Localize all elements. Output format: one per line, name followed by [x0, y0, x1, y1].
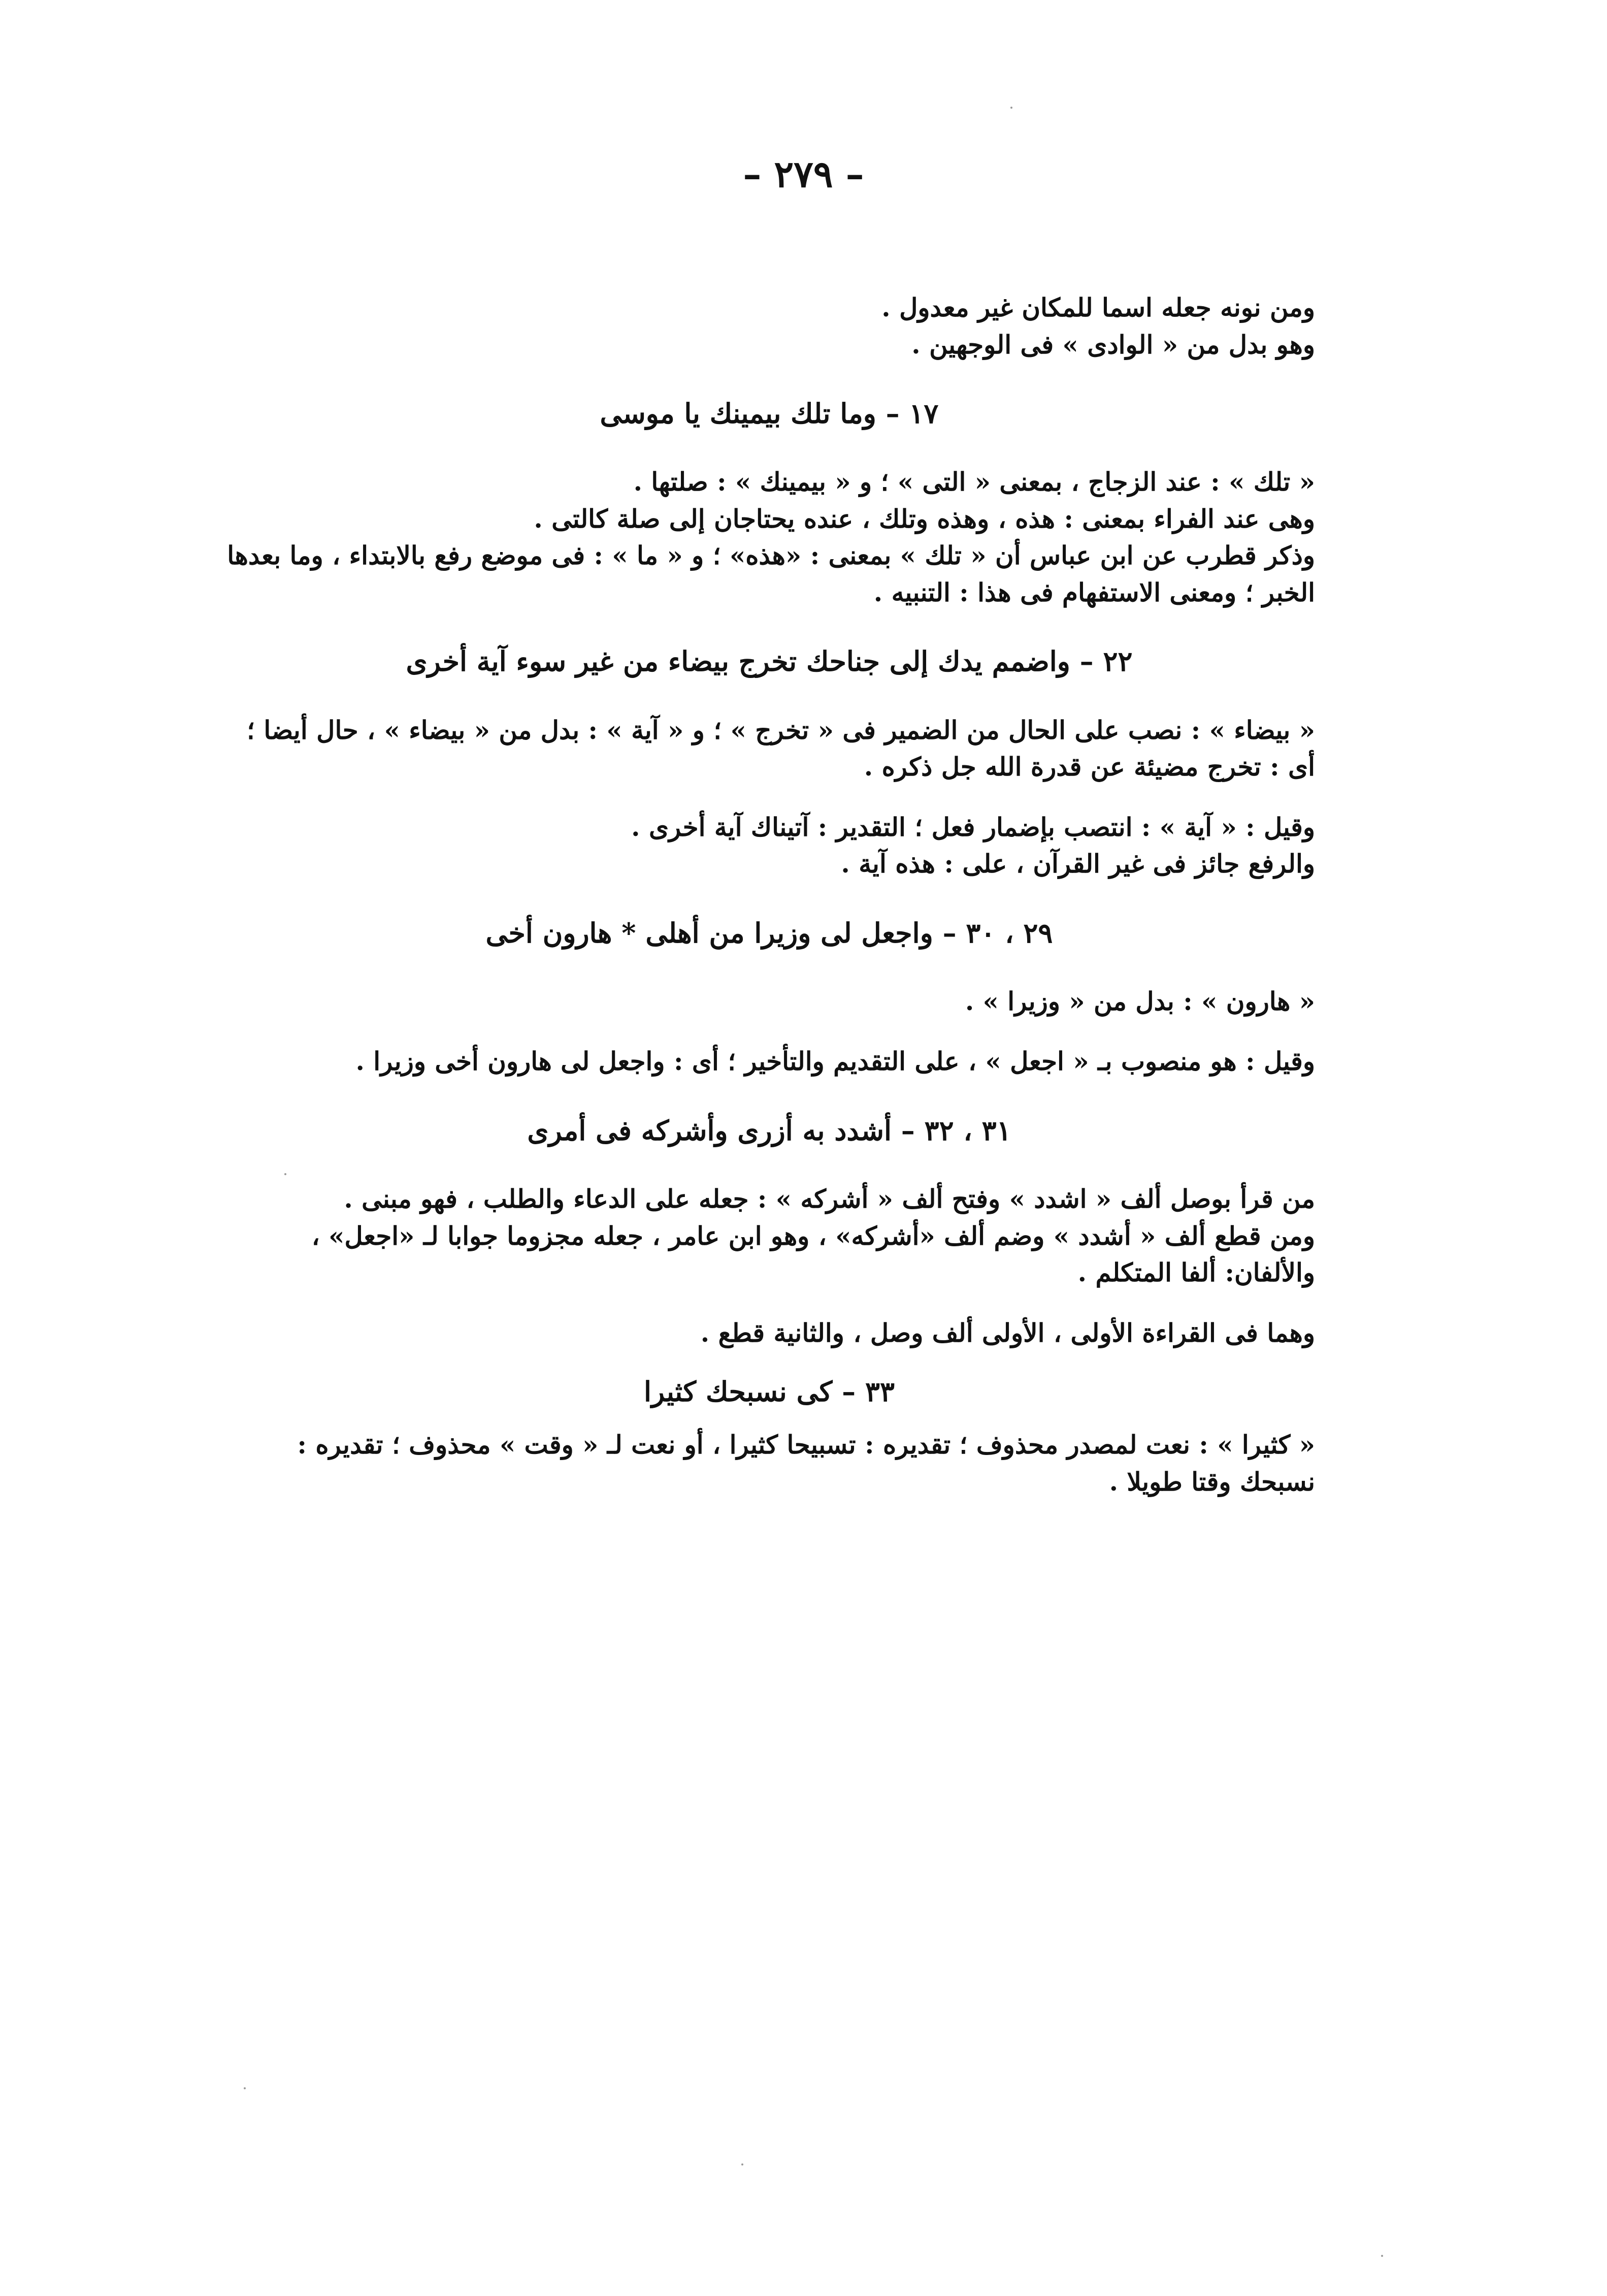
scan-speck [284, 1173, 286, 1175]
scan-speck [1381, 2255, 1383, 2257]
commentary-paragraph: ومن نونه جعله اسما للمكان غير معدول . [881, 293, 1315, 322]
verse-heading: ٢٩ ، ٣٠ – واجعل لى وزيرا من أهلى * هارون أخى [485, 916, 1053, 949]
commentary-paragraph: ومن قطع ألف « أشدد » وضم ألف «أشركه» ، وهو ابن عامر ، جعله مجزوما جوابا لـ «اجعل» ، والألفان: ألفا المتكلم . [311, 1220, 1315, 1288]
verse-heading: ١٧ – وما تلك بيمينك يا موسى [600, 397, 939, 430]
commentary-paragraph: « كثيرا » : نعت لمصدر محذوف ؛ تقديره : تسبيحا كثيرا ، أو نعت لـ « وقت » محذوف ؛ تقديره : نسبحك وقتا طويلا . [297, 1430, 1315, 1497]
commentary-paragraph: « بيضاء » : نصب على الحال من الضمير فى « تخرج » ؛ و « آية » : بدل من « بيضاء » ، حال أيضا ؛ أى : تخرج مضيئة عن قدرة الله جل ذكره . [247, 715, 1315, 782]
scan-speck [1010, 107, 1012, 109]
commentary-paragraph: والرفع جائز فى غير القرآن ، على : هذه آية . [841, 849, 1315, 879]
verse-heading: ٣١ ، ٣٢ – أشدد به أزرى وأشركه فى أمرى [527, 1114, 1011, 1147]
verse-heading: ٣٣ – كى نسبحك كثيرا [644, 1375, 895, 1408]
commentary-paragraph: وقيل : « آية » : انتصب بإضمار فعل ؛ التقدير : آتيناك آية أخرى . [631, 812, 1315, 842]
commentary-paragraph: وهى عند الفراء بمعنى : هذه ، وهذه وتلك ، عنده يحتاجان إلى صلة كالتى . [534, 503, 1315, 534]
page-body [223, 289, 1315, 1500]
commentary-paragraph: « هارون » : بدل من « وزيرا » . [965, 986, 1315, 1016]
commentary-paragraph: من قرأ بوصل ألف « اشدد » وفتح ألف « أشركه » : جعله على الدعاء والطلب ، فهو مبنى . [344, 1184, 1315, 1214]
commentary-paragraph: « تلك » : عند الزجاج ، بمعنى « التى » ؛ و « بيمينك » : صلتها . [633, 467, 1315, 497]
scan-speck [244, 2087, 246, 2089]
commentary-paragraph: وهو بدل من « الوادى » فى الوجهين . [911, 329, 1315, 360]
scan-speck [741, 2163, 743, 2165]
commentary-paragraph: وهما فى القراءة الأولى ، الأولى ألف وصل ، والثانية قطع . [700, 1317, 1315, 1348]
commentary-paragraph: وذكر قطرب عن ابن عباس أن « تلك » بمعنى : «هذه» ؛ و « ما » : فى موضع رفع بالابتداء ، وما بعدها الخبر ؛ ومعنى الاستفهام فى هذا : التنبيه . [227, 540, 1315, 607]
commentary-paragraph: وقيل : هو منصوب بـ « اجعل » ، على التقديم والتأخير ؛ أى : واجعل لى هارون أخى وزيرا . [355, 1046, 1315, 1077]
page-number: – ٢٧٩ – [743, 152, 864, 196]
verse-heading: ٢٢ – واضمم يدك إلى جناحك تخرج بيضاء من غير سوء آية أخرى [406, 645, 1133, 678]
